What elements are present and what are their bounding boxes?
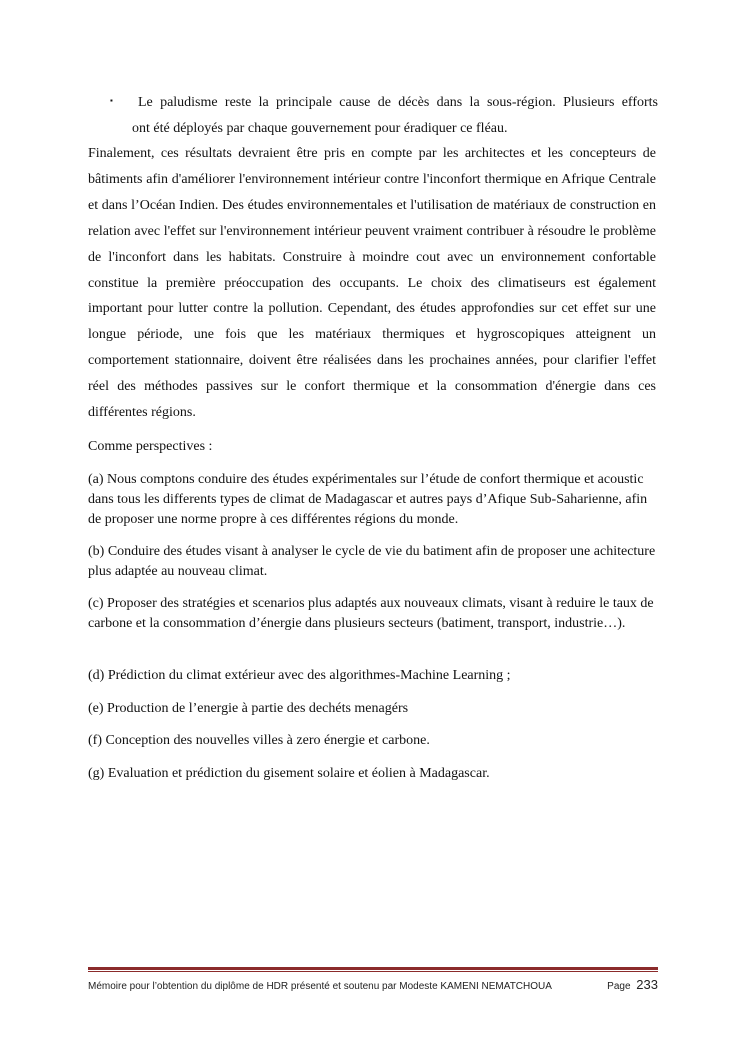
conclusion-paragraph: Finalement, ces résultats devraient être pris en compte par les architectes et les concepteurs de bâtiments afin d'améliorer l'environnement intérieur contre l'inconfort thermique en Afrique Centrale et dans l’Océan Indien. Des études environnementales et l'utilisation de matériaux de construction en relation avec l'effet sur l'environnement intérieur peuvent vraiment contribuer à résoudre le problème de l'inconfort dans les habitats. Construire à moindre cout avec un environnement confortable constitue la première préoccupation des occupants. Le choix des climatiseurs est également important pour lutter contre la pollution. Cependant, des études approfondies sur cet effet sur une longue période, une fois que les matériaux thermiques et hygroscopiques atteignent un comportement stationnaire, doivent être réalisées dans les prochaines années, pour clarifier l'effet réel des méthodes passives sur le confort thermique et la consommation d'énergie dans ces différentes régions. bbox=[88, 146, 656, 421]
perspective-item-a: (a) Nous comptons conduire des études expérimentales sur l’étude de confort thermique et acoustic dans tous les differents types de climat de Madagascar et autres pays d’Afique Sub-Saharienne, afin de proposer une norme propre à ces différentes régions du monde. bbox=[88, 472, 648, 527]
footer-divider-thick bbox=[88, 967, 658, 970]
perspective-item-g: (g) Evaluation et prédiction du gisement solaire et éolien à Madagascar. bbox=[88, 766, 490, 781]
perspectives-heading: Comme perspectives : bbox=[88, 439, 213, 454]
bullet-line-2: ont été déployés par chaque gouvernement pour éradiquer ce fléau. bbox=[132, 121, 508, 136]
perspective-item-b: (b) Conduire des études visant à analyser le cycle de vie du batiment afin de proposer une achitecture plus adaptée au nouveau climat. bbox=[88, 544, 656, 579]
page-label: Page bbox=[607, 981, 631, 992]
square-bullet-icon: ▪ bbox=[110, 96, 113, 105]
bullet-item bbox=[110, 90, 658, 142]
footer-text: Mémoire pour l’obtention du diplôme de HDR présenté et soutenu par Modeste KAMENI NEMATCHOUA bbox=[88, 981, 552, 992]
footer-divider-thin bbox=[88, 971, 658, 972]
perspective-item-c: (c) Proposer des stratégies et scenarios plus adaptés aux nouveaux climats, visant à reduire le taux de carbone et la consommation d’énergie dans plusieurs secteurs (batiment, transport, industrie…). bbox=[88, 596, 654, 631]
bullet-text bbox=[132, 90, 658, 142]
page-number: 233 bbox=[636, 977, 658, 992]
perspective-item-e: (e) Production de l’energie à partie des dechéts menagérs bbox=[88, 701, 409, 716]
perspective-item-d: (d) Prédiction du climat extérieur avec des algorithmes-Machine Learning ; bbox=[88, 668, 511, 683]
page-indicator bbox=[607, 977, 658, 992]
perspective-item-f: (f) Conception des nouvelles villes à zero énergie et carbone. bbox=[88, 733, 430, 748]
page-footer bbox=[88, 977, 658, 992]
bullet-line-1: Le paludisme reste la principale cause de décès dans la sous-région. Plusieurs efforts bbox=[138, 95, 658, 110]
